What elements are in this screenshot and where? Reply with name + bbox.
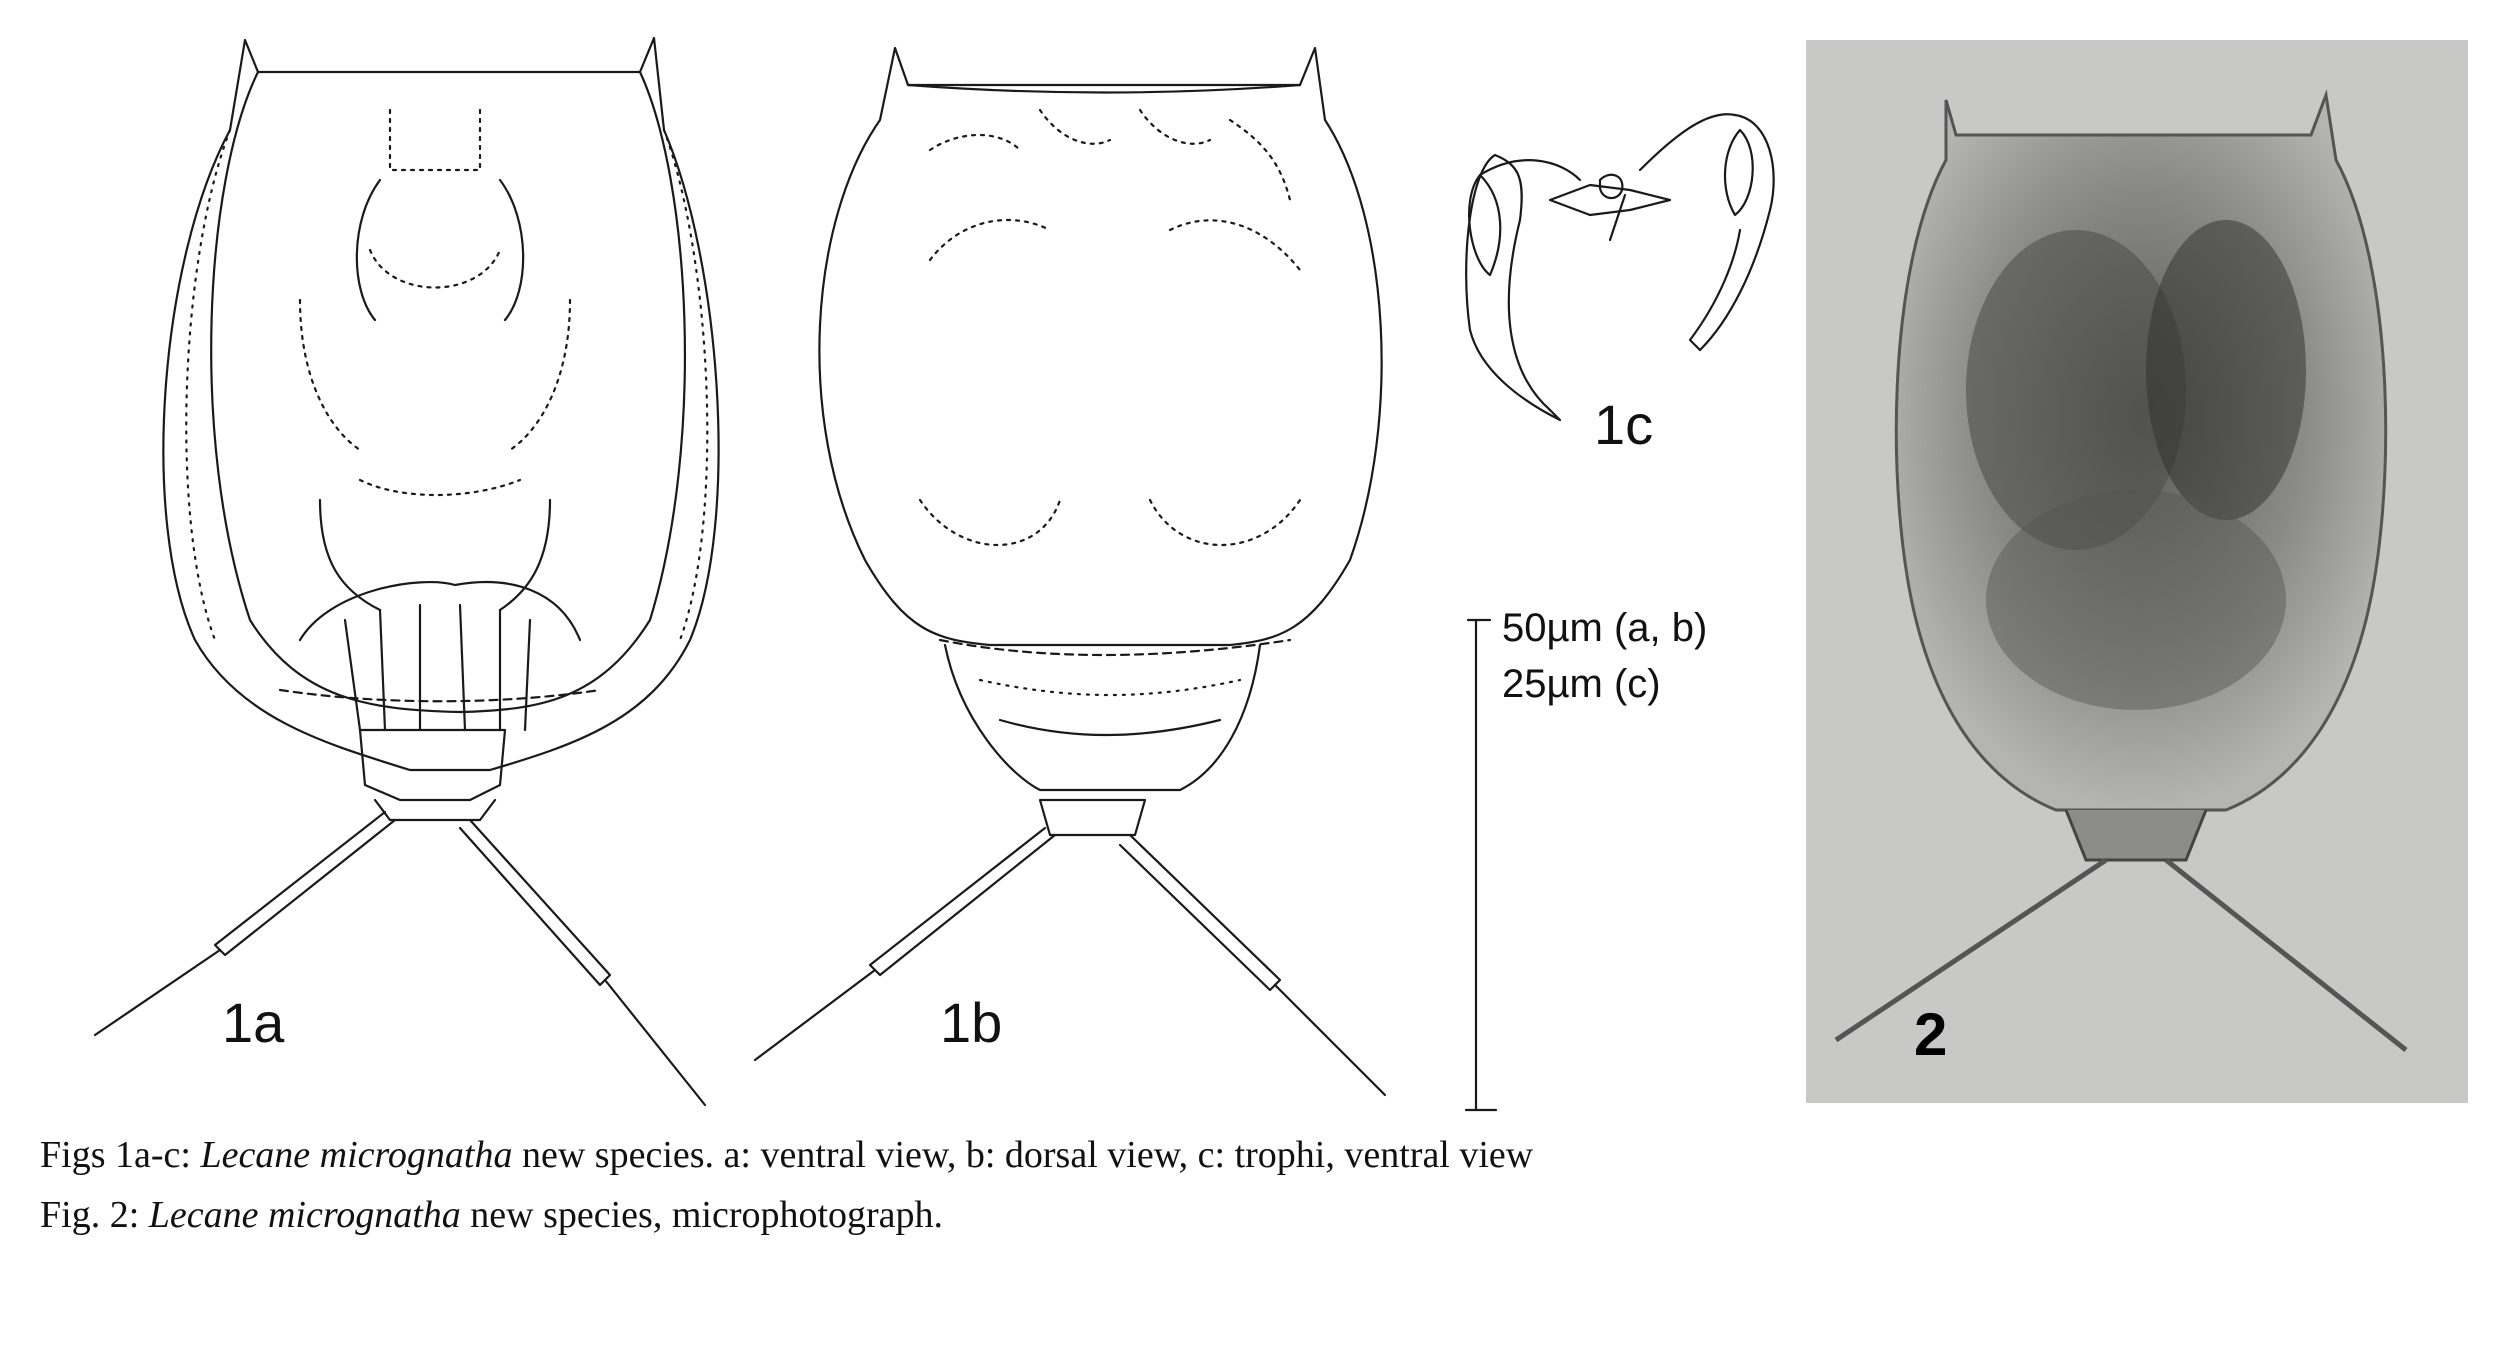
scale-bar [1466, 620, 1496, 1110]
panel-label-1b: 1b [940, 991, 1003, 1054]
caption-line-2 [40, 1185, 1533, 1245]
micrograph-image [1806, 40, 2468, 1103]
panel-label-1c: 1c [1594, 393, 1654, 456]
caption-line-2-suffix: new species, microphotograph. [460, 1194, 944, 1236]
caption-line-1 [40, 1125, 1533, 1185]
caption-line-2-prefix: Fig. 2: [40, 1194, 149, 1236]
drawing-1a-ventral [95, 38, 719, 1105]
caption-line-1-suffix: new species. a: ventral view, b: dorsal view, c: trophi, ventral view [512, 1134, 1534, 1176]
photo-panel-label: 2 [1914, 1001, 1948, 1068]
drawing-1b-dorsal [755, 48, 1385, 1095]
caption-line-1-species: Lecane micrognatha [200, 1134, 513, 1176]
scale-bar-line-c: 25µm (c) [1502, 662, 1661, 706]
caption-line-2-species: Lecane micrognatha [148, 1194, 461, 1236]
scale-bar-line-ab: 50µm (a, b) [1502, 606, 1708, 650]
figure-caption [40, 1125, 1533, 1245]
caption-line-1-prefix: Figs 1a-c: [40, 1134, 201, 1176]
micrograph-photo [1806, 40, 2468, 1103]
scale-bar-label [1502, 600, 1707, 712]
panel-label-1a: 1a [222, 991, 285, 1054]
drawing-1c-trophi [1466, 114, 1774, 420]
